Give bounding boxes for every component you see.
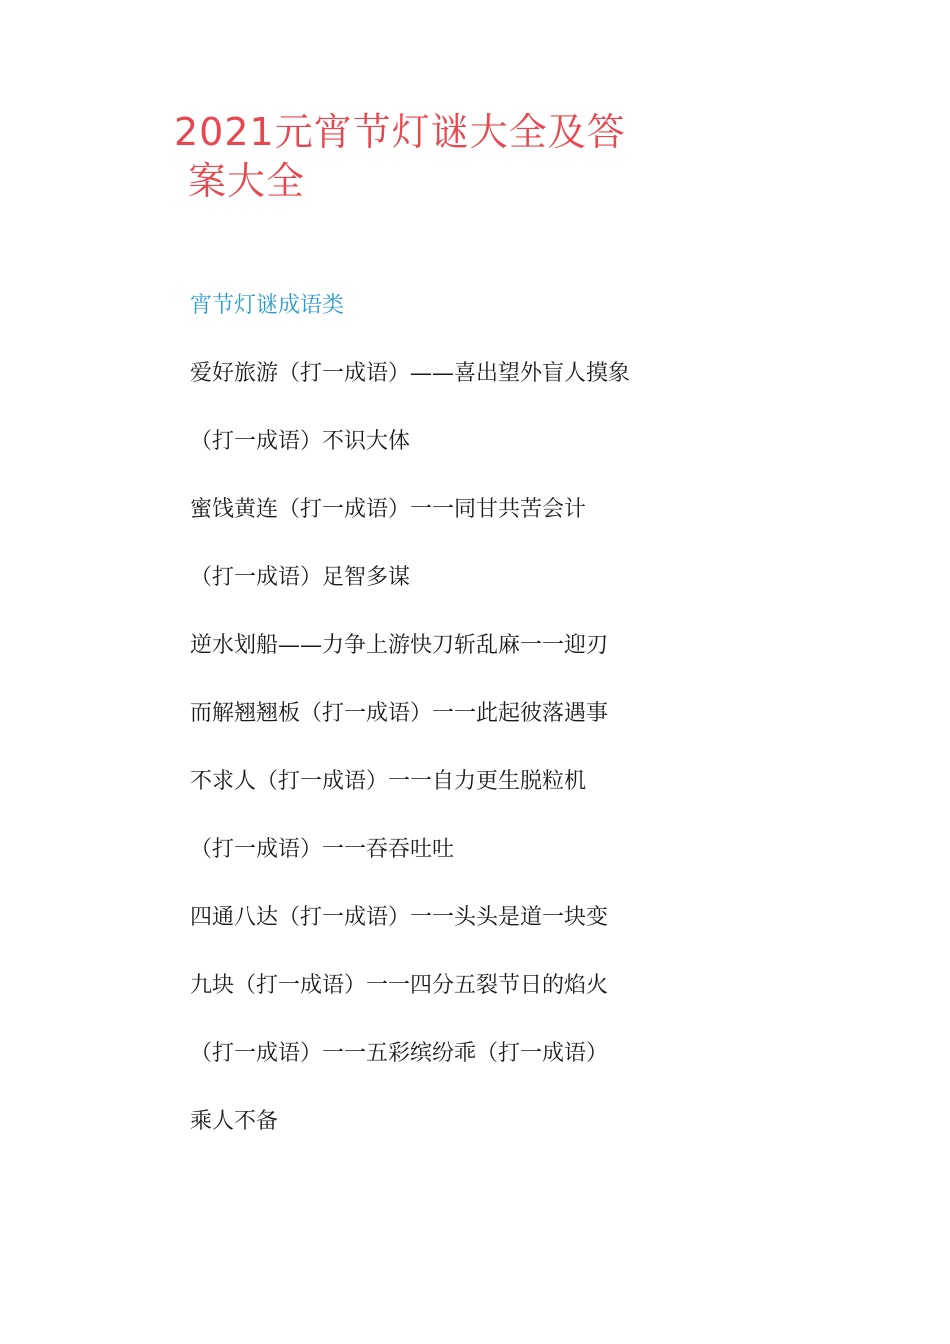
riddle-line: 不求人（打一成语）一一自力更生脱粒机 (190, 769, 587, 794)
riddle-line: 乘人不备 (190, 1109, 279, 1134)
title-line-2: 案大全 (188, 159, 306, 203)
title-line-1: 2021元宵节灯谜大全及答 (174, 110, 626, 154)
riddle-line: 而解翘翘板（打一成语）一一此起彼落遇事 (190, 701, 609, 726)
riddle-line: （打一成语）一一吞吞吐吐 (190, 837, 455, 862)
document-title (174, 108, 654, 206)
riddle-line: 九块（打一成语）一一四分五裂节日的焰火 (190, 973, 609, 998)
riddle-line: 逆水划船——力争上游快刀斩乱麻一一迎刃 (190, 633, 609, 658)
riddle-line: （打一成语）不识大体 (190, 429, 411, 454)
riddle-line: 蜜饯黄连（打一成语）一一同甘共苦会计 (190, 497, 587, 522)
riddle-line: 四通八达（打一成语）一一头头是道一块变 (190, 905, 609, 930)
riddle-list (190, 359, 750, 1175)
section-heading: 宵节灯谜成语类 (190, 293, 345, 318)
riddle-line: （打一成语）一一五彩缤纷乖（打一成语） (190, 1041, 609, 1066)
riddle-line: （打一成语）足智多谋 (190, 565, 411, 590)
riddle-line: 爱好旅游（打一成语）——喜出望外盲人摸象 (190, 361, 631, 386)
